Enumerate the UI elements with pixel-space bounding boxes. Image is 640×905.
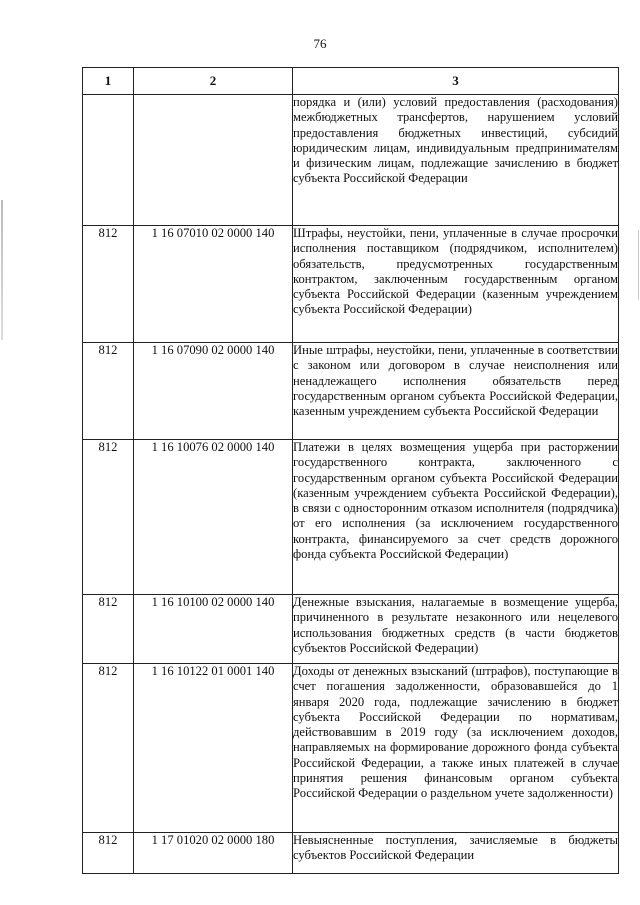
budget-classification-table	[82, 67, 619, 874]
description-cell: Невыясненные поступления, зачисляемые в бюджеты субъектов Российской Федерации	[293, 833, 619, 874]
description-cell: Штрафы, неустойки, пени, уплаченные в случае просрочки исполнения поставщиком (подрядчиком, исполнителем) обязательств, предусмотренных государственным контрактом, заключенным государственным органом субъекта Российской Федерации (казенным учреждением субъекта Российской Федерации)	[293, 226, 619, 343]
budget-code-cell: 1 16 07090 02 0000 140	[134, 343, 293, 440]
budget-code-cell: 1 16 07010 02 0000 140	[134, 226, 293, 343]
budget-code-cell: 1 17 01020 02 0000 180	[134, 833, 293, 874]
admin-code-cell: 812	[83, 440, 134, 595]
table-row	[83, 440, 619, 595]
admin-code-cell: 812	[83, 343, 134, 440]
table-row	[83, 595, 619, 664]
table-row	[83, 833, 619, 874]
admin-code-cell: 812	[83, 664, 134, 833]
column-header-3: 3	[293, 68, 619, 95]
scan-edge-mark	[638, 230, 639, 300]
description-cell: Иные штрафы, неустойки, пени, уплаченные в соответствии с законом или договором в случае неисполнения или ненадлежащего исполнения обязательств перед государственным органом субъекта Российской Федерации, казенным учреждением субъекта Российской Федерации	[293, 343, 619, 440]
table-row	[83, 664, 619, 833]
description-cell: Доходы от денежных взысканий (штрафов), поступающие в счет погашения задолженности, образовавшейся до 1 января 2020 года, подлежащие зачислению в бюджет субъекта Российской Федерации по нормативам, действовавшим в 2019 году (за исключением доходов, направляемых на формирование дорожного фонда субъекта Российской Федерации, а также иных платежей в случае принятия решения финансовым органом субъекта Российской Федерации о раздельном учете задолженности)	[293, 664, 619, 833]
description-cell: Денежные взыскания, налагаемые в возмещение ущерба, причиненного в результате незаконного или нецелевого использования бюджетных средств (в части бюджетов субъектов Российской Федерации)	[293, 595, 619, 664]
table-row	[83, 343, 619, 440]
admin-code-cell: 812	[83, 226, 134, 343]
page-number: 76	[313, 36, 327, 51]
table-row	[83, 226, 619, 343]
budget-code-cell: 1 16 10076 02 0000 140	[134, 440, 293, 595]
table-header-row	[83, 68, 619, 95]
budget-code-cell: 1 16 10122 01 0001 140	[134, 664, 293, 833]
column-header-1: 1	[83, 68, 134, 95]
budget-code-cell	[134, 95, 293, 226]
table-row	[83, 95, 619, 226]
admin-code-cell	[83, 95, 134, 226]
description-cell: порядка и (или) условий предоставления (расходования) межбюджетных трансфертов, нарушением условий предоставления бюджетных инвестиций, субсидий юридическим лицам, индивидуальным предпринимателям и физическим лицам, подлежащие зачислению в бюджет субъекта Российской Федерации	[293, 95, 619, 226]
admin-code-cell: 812	[83, 595, 134, 664]
scan-edge-mark	[1, 200, 3, 340]
description-cell: Платежи в целях возмещения ущерба при расторжении государственного контракта, заключенного с государственным органом субъекта Российской Федерации (казенным учреждением субъекта Российской Федерации), в связи с односторонним отказом исполнителя (подрядчика) от его исполнения (за исключением государственного контракта, финансируемого за счет средств дорожного фонда субъекта Российской Федерации)	[293, 440, 619, 595]
column-header-2: 2	[134, 68, 293, 95]
admin-code-cell: 812	[83, 833, 134, 874]
budget-code-cell: 1 16 10100 02 0000 140	[134, 595, 293, 664]
